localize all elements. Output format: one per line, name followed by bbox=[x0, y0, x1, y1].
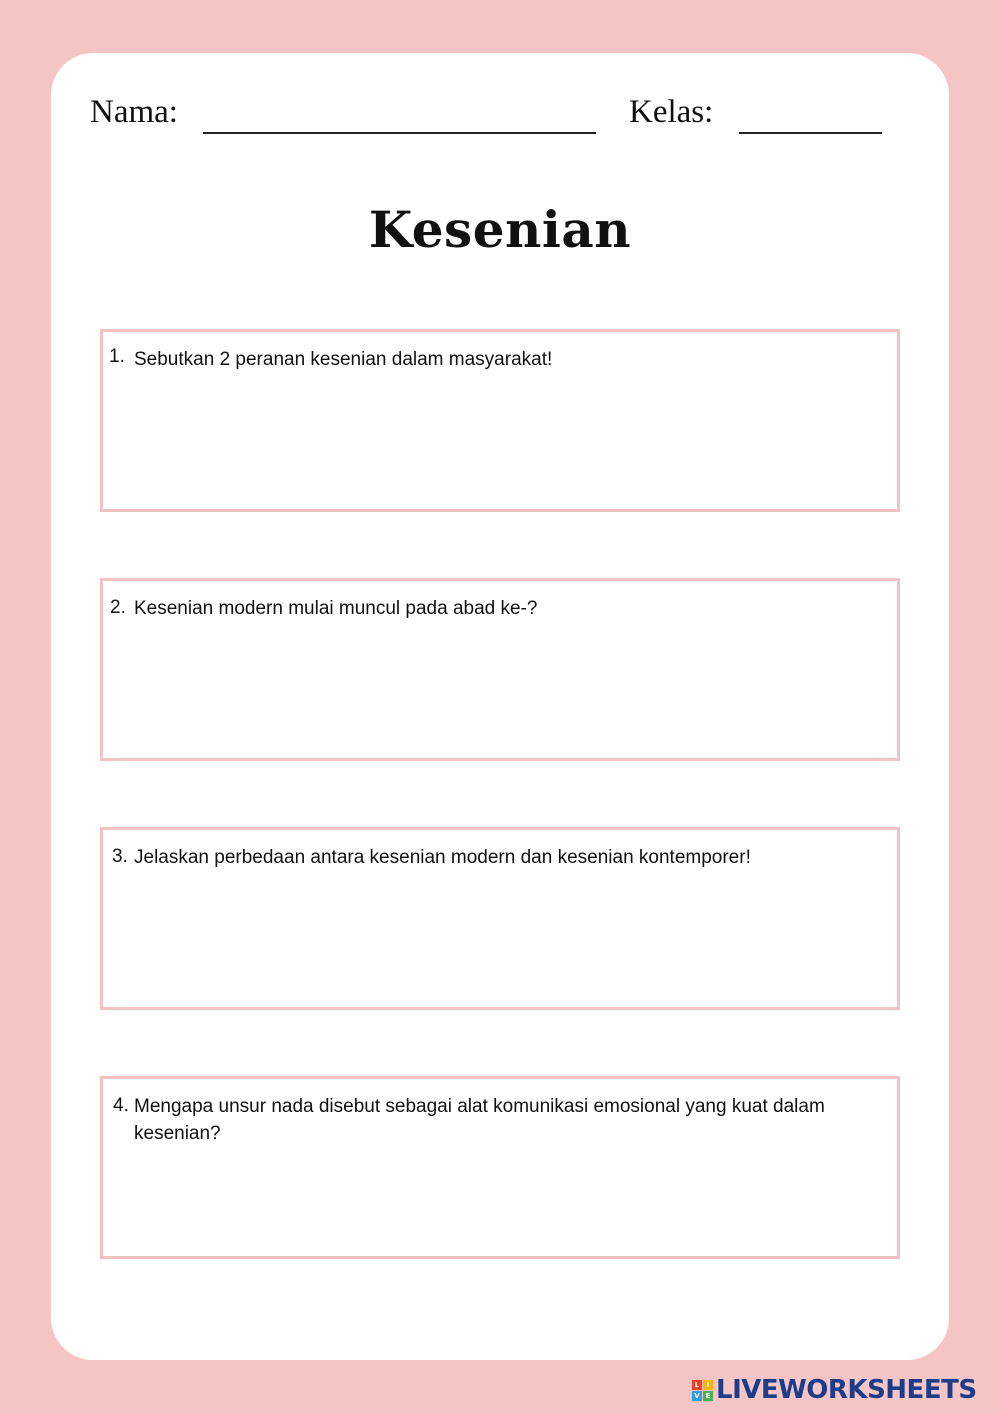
question-box-1[interactable] bbox=[100, 329, 900, 512]
brand-name: LIVEWORKSHEETS bbox=[716, 1375, 977, 1405]
question-number: 4. bbox=[113, 1095, 129, 1116]
question-text: Jelaskan perbedaan antara kesenian modern dan kesenian kontemporer! bbox=[134, 847, 751, 868]
liveworksheets-brand[interactable] bbox=[692, 1376, 977, 1404]
liveworksheets-logo-icon bbox=[692, 1380, 713, 1401]
question-box-3[interactable] bbox=[100, 827, 900, 1010]
question-number: 1. bbox=[109, 346, 125, 367]
question-text: Kesenian modern mulai muncul pada abad ke-? bbox=[134, 598, 538, 619]
class-label: Kelas: bbox=[629, 94, 714, 130]
logo-letter-i: I bbox=[703, 1380, 713, 1390]
question-number: 3. bbox=[112, 846, 128, 867]
question-text: Mengapa unsur nada disebut sebagai alat komunikasi emosional yang kuat dalam kesenian? bbox=[134, 1096, 825, 1144]
question-number: 2. bbox=[110, 597, 126, 618]
question-box-4[interactable] bbox=[100, 1076, 900, 1259]
logo-letter-v: V bbox=[692, 1391, 702, 1401]
name-label: Nama: bbox=[90, 94, 178, 130]
question-box-2[interactable] bbox=[100, 578, 900, 761]
question-text: Sebutkan 2 peranan kesenian dalam masyarakat! bbox=[134, 349, 553, 370]
class-input-line[interactable] bbox=[739, 132, 882, 134]
logo-letter-e: E bbox=[703, 1391, 713, 1401]
name-input-line[interactable] bbox=[203, 132, 596, 134]
logo-letter-l: L bbox=[692, 1380, 702, 1390]
page-title: Kesenian bbox=[368, 200, 632, 259]
